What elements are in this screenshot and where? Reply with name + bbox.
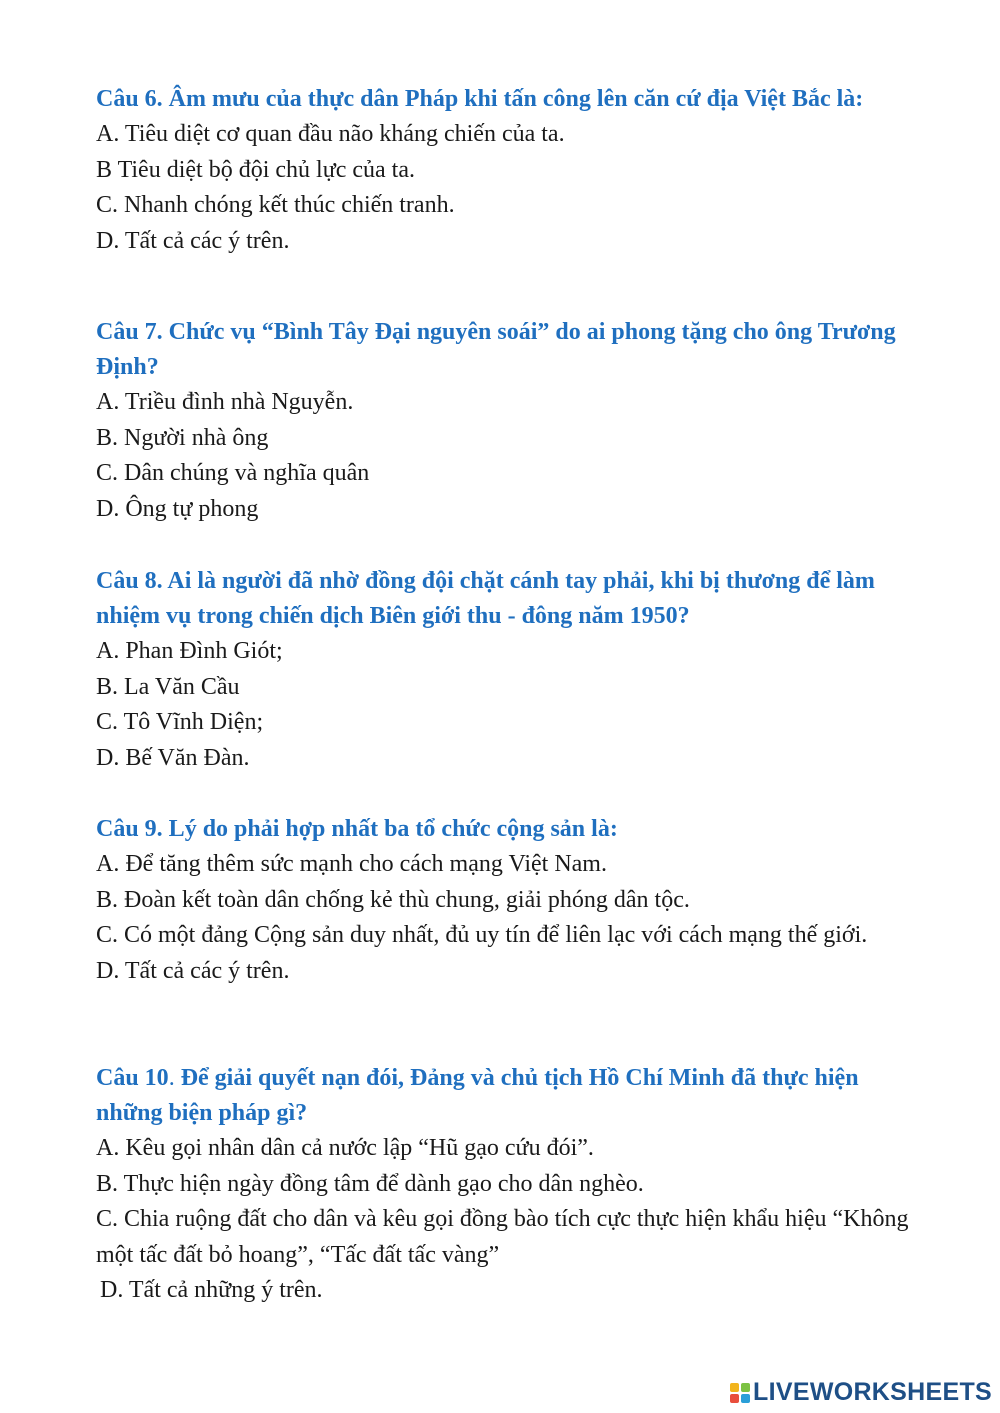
logo-square-3 [730,1394,739,1403]
question-10-option-c: C. Chia ruộng đất cho dân và kêu gọi đồng bào tích cực thực hiện khẩu hiệu “Không một tấc đất bỏ hoang”, “Tấc đất tấc vàng” [96,1206,909,1268]
question-6-option-a: A. Tiêu diệt cơ quan đầu não kháng chiến của ta. [96,121,565,147]
question-6-option-c: C. Nhanh chóng kết thúc chiến tranh. [96,192,455,218]
question-8-option-b: B. La Văn Cầu [96,673,240,700]
logo-mark-icon [730,1383,750,1403]
question-9 [96,812,926,989]
question-10-text: Để giải quyết nạn đói, Đảng và chủ tịch Hồ Chí Minh đã thực hiện những biện pháp gì? [96,1065,859,1126]
question-9-title: Câu 9. Lý do phải hợp nhất ba tổ chức cộng sản là: [96,816,618,842]
question-10-separator: . [168,1065,181,1091]
question-7-option-c: C. Dân chúng và nghĩa quân [96,460,370,486]
question-7-option-d: D. Ông tự phong [96,495,259,522]
logo-square-1 [730,1383,739,1392]
question-7-option-b: B. Người nhà ông [96,424,269,451]
logo-square-4 [741,1394,750,1403]
question-9-option-d: D. Tất cả các ý trên. [96,957,290,984]
liveworksheets-logo [730,1378,992,1407]
question-7 [96,315,926,527]
question-7-option-a: A. Triều đình nhà Nguyễn. [96,389,354,415]
question-7-title: Câu 7. Chức vụ “Bình Tây Đại nguyên soái” do ai phong tặng cho ông Trương Định? [96,319,896,380]
question-10-option-b: B. Thực hiện ngày đồng tâm để dành gạo cho dân nghèo. [96,1170,644,1197]
question-10-option-a: A. Kêu gọi nhân dân cả nước lập “Hũ gạo cứu đói”. [96,1135,594,1161]
question-6 [96,82,926,259]
question-8-option-d: D. Bế Văn Đàn. [96,744,250,771]
question-10 [96,1061,926,1309]
question-8-option-c: C. Tô Vĩnh Diện; [96,709,264,735]
question-9-option-b: B. Đoàn kết toàn dân chống kẻ thù chung, giải phóng dân tộc. [96,886,690,913]
question-9-option-c: C. Có một đảng Cộng sản duy nhất, đủ uy tín để liên lạc với cách mạng thế giới. [96,922,868,948]
question-10-number: Câu 10 [96,1065,169,1091]
logo-text: LIVEWORKSHEETS [753,1378,992,1406]
question-10-option-d: D. Tất cả những ý trên. [100,1277,323,1303]
logo-square-2 [741,1383,750,1392]
question-6-option-d: D. Tất cả các ý trên. [96,227,290,254]
question-6-title: Câu 6. Âm mưu của thực dân Pháp khi tấn công lên căn cứ địa Việt Bắc là: [96,86,864,112]
question-8-title: Câu 8. Ai là người đã nhờ đồng đội chặt cánh tay phải, khi bị thương để làm nhiệm vụ trong chiến dịch Biên giới thu - đông năm 1950? [96,568,875,629]
question-9-option-a: A. Để tăng thêm sức mạnh cho cách mạng Việt Nam. [96,851,607,877]
question-10-title [96,1061,926,1131]
question-8-option-a: A. Phan Đình Giót; [96,638,283,664]
question-6-option-b: B Tiêu diệt bộ đội chủ lực của ta. [96,156,415,183]
question-8 [96,564,926,776]
